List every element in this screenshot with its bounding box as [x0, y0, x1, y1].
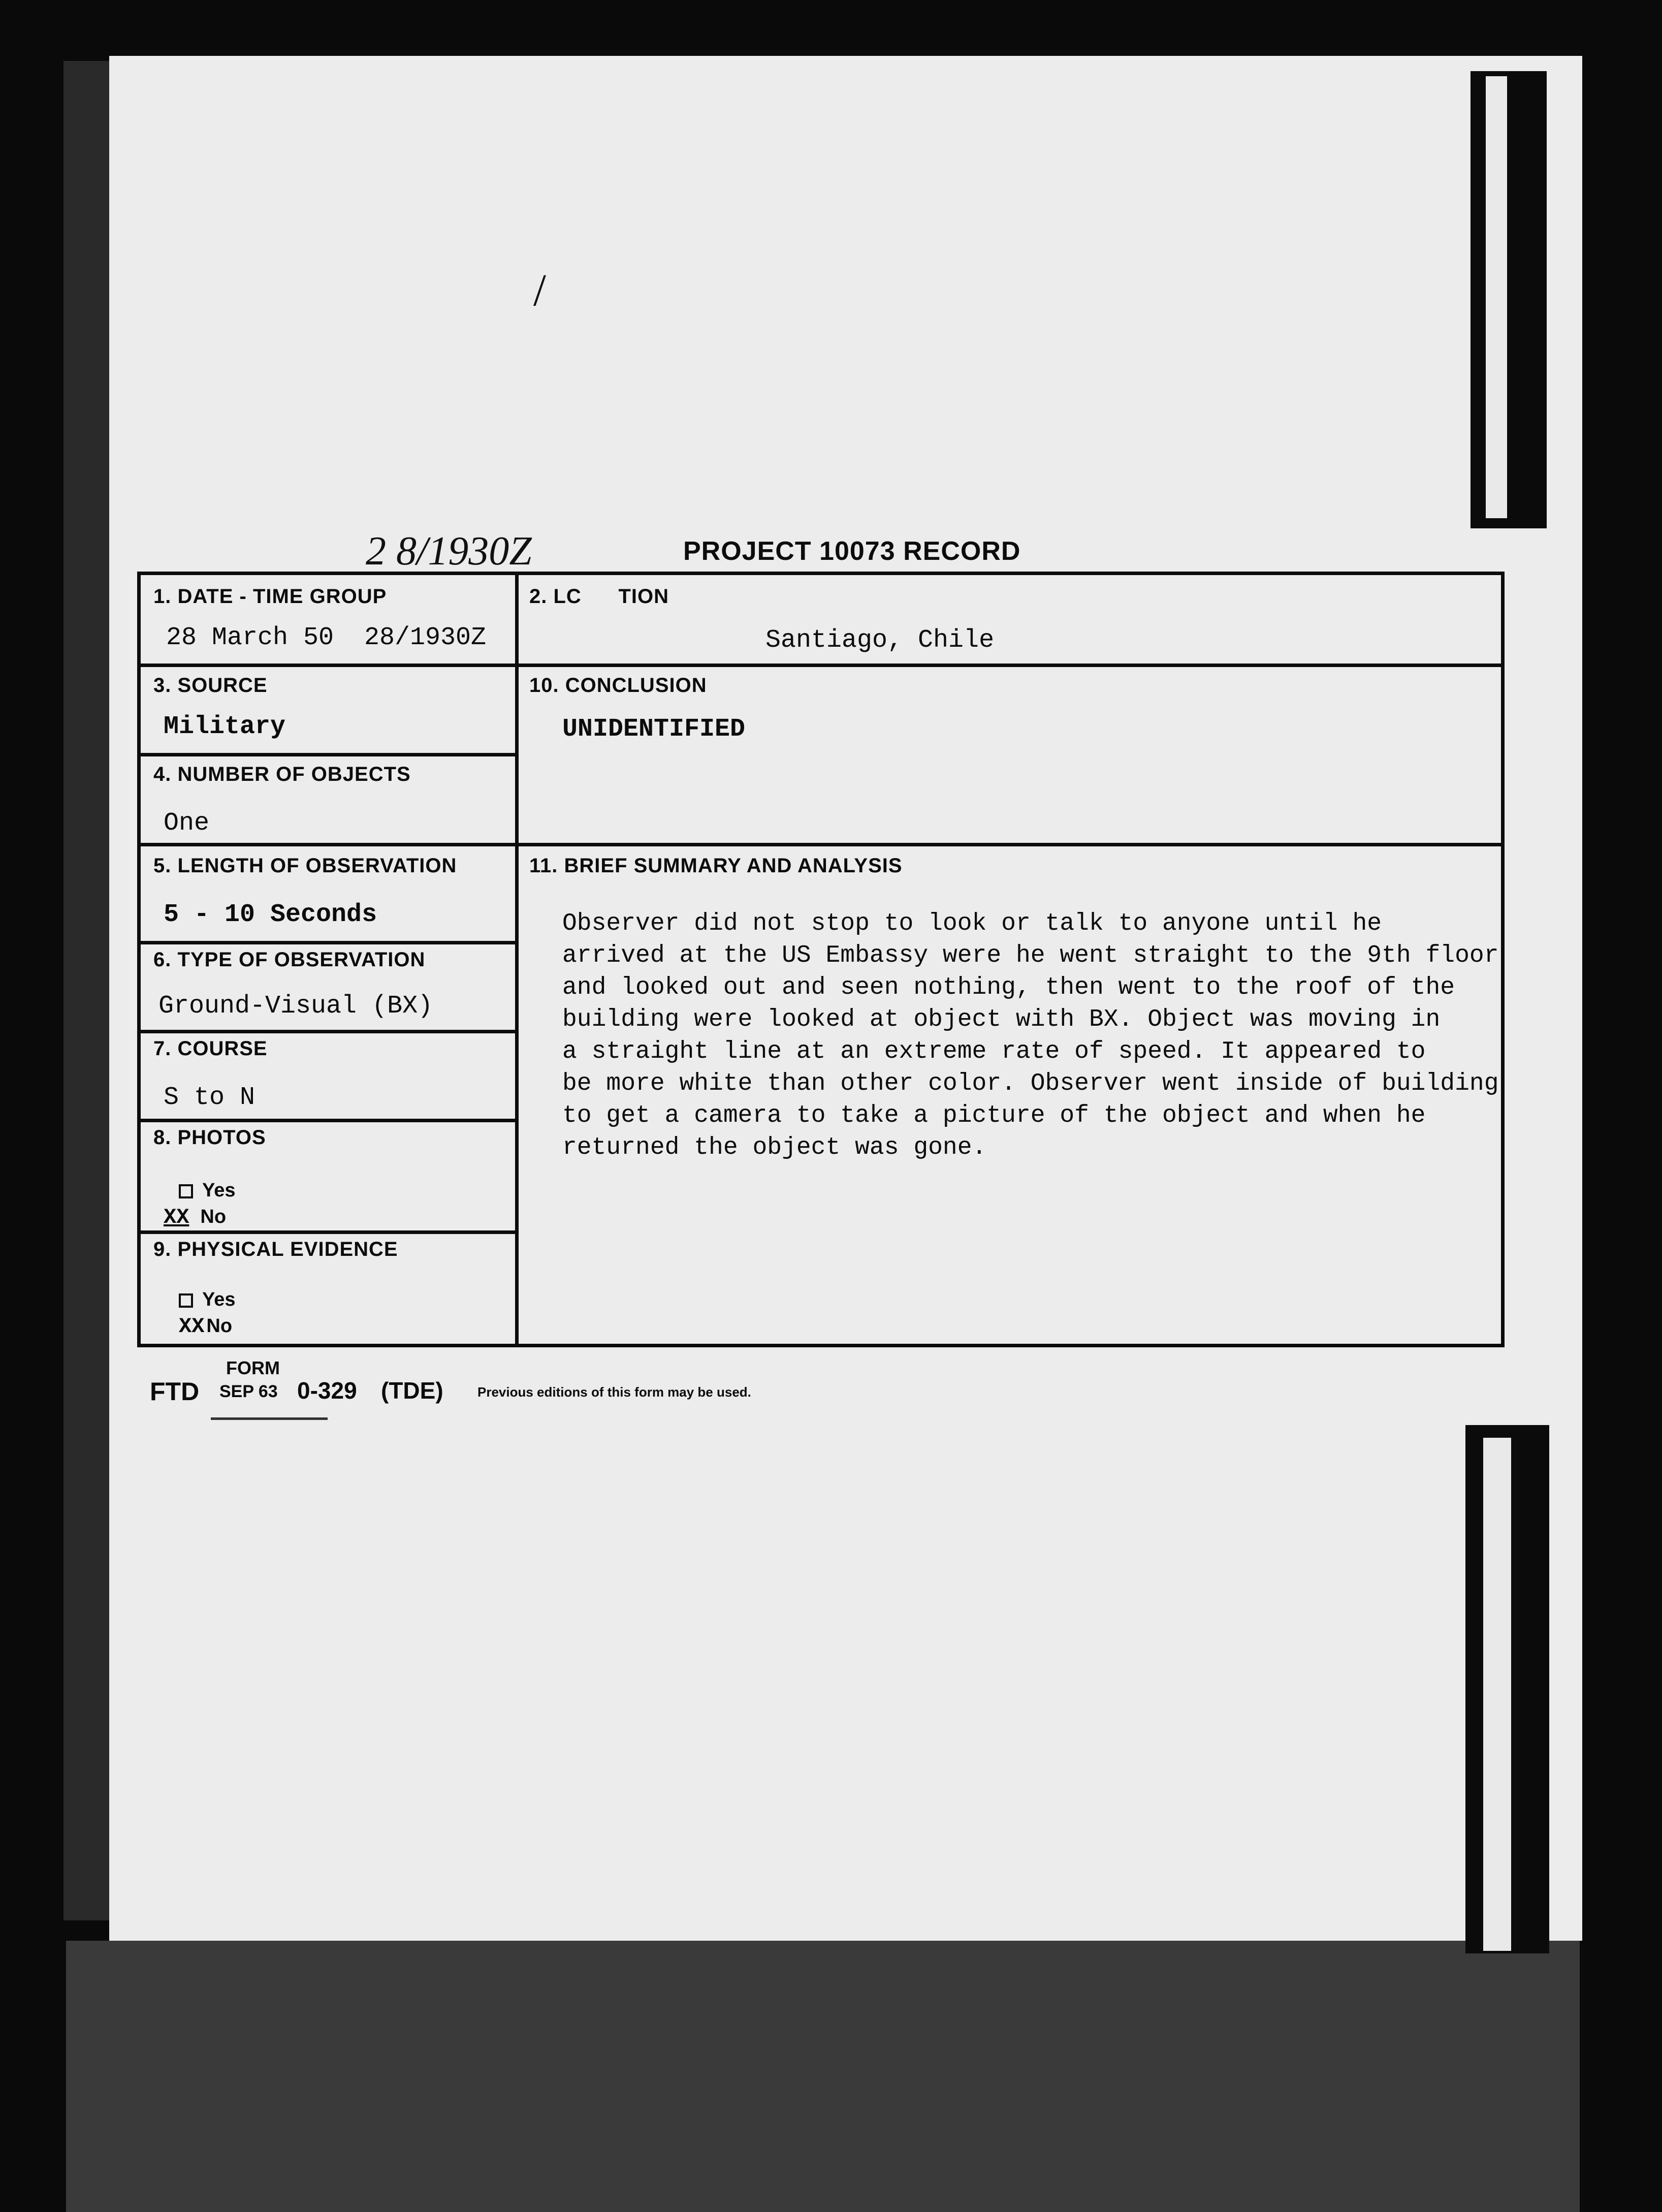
row-divider	[141, 1030, 519, 1033]
type-of-observation-label: 6. TYPE OF OBSERVATION	[153, 949, 426, 971]
photos-yes-label: Yes	[202, 1180, 236, 1201]
summary-line: to get a camera to take a picture of the object and when he	[562, 1102, 1426, 1129]
summary-line: returned the object was gone.	[562, 1134, 987, 1161]
summary-line: and looked out and seen nothing, then went to the roof of the	[562, 974, 1455, 1001]
course-label: 7. COURSE	[153, 1037, 268, 1060]
physical-evidence-label: 9. PHYSICAL EVIDENCE	[153, 1238, 398, 1260]
summary-line: be more white than other color. Observer went inside of building	[562, 1070, 1499, 1097]
binder-mark-top	[1471, 71, 1547, 528]
row-divider	[141, 663, 1501, 667]
evidence-yes-option	[179, 1289, 236, 1311]
binder-mark-top-gap	[1486, 76, 1507, 518]
footer-date-code: SEP 63	[219, 1382, 278, 1401]
footer-form-word: FORM	[226, 1357, 280, 1378]
scan-margin	[66, 1941, 1580, 2212]
location-value: Santiago, Chile	[765, 626, 995, 655]
photos-no-mark: XX	[164, 1205, 189, 1229]
evidence-yes-checkbox	[179, 1293, 193, 1308]
row-divider	[141, 843, 1501, 846]
form-title: PROJECT 10073 RECORD	[683, 536, 1021, 566]
location-label: 2. LC TION	[529, 585, 669, 608]
photos-no-label: No	[200, 1206, 227, 1227]
summary-line: building were looked at object with BX. Object was moving in	[562, 1006, 1441, 1033]
stray-mark: /	[533, 265, 547, 315]
time-value: 28/1930Z	[364, 623, 487, 652]
photos-no-option	[164, 1205, 226, 1229]
length-of-observation-label: 5. LENGTH OF OBSERVATION	[153, 855, 457, 877]
photos-yes-option	[179, 1180, 236, 1202]
row-divider	[141, 1230, 519, 1234]
footer-ftd: FTD	[150, 1377, 200, 1406]
row-divider	[141, 1119, 519, 1122]
source-label: 3. SOURCE	[153, 674, 268, 697]
row-divider	[141, 941, 519, 944]
type-of-observation-value: Ground-Visual (BX)	[158, 992, 433, 1021]
column-divider	[515, 575, 519, 1344]
summary-line: a straight line at an extreme rate of speed. It appeared to	[562, 1038, 1426, 1065]
binder-mark-bottom-gap	[1483, 1438, 1511, 1951]
number-of-objects-value: One	[164, 809, 210, 838]
evidence-yes-label: Yes	[202, 1289, 236, 1310]
record-form	[137, 572, 1505, 1347]
date-time-label: 1. DATE - TIME GROUP	[153, 585, 387, 608]
date-value: 28 March 50	[166, 623, 334, 652]
footer-underline	[211, 1417, 328, 1420]
handwritten-note: 2 8/1930Z	[366, 529, 532, 574]
photos-yes-checkbox	[179, 1184, 193, 1198]
course-value: S to N	[164, 1083, 255, 1112]
photos-label: 8. PHOTOS	[153, 1126, 266, 1149]
row-divider	[141, 753, 519, 756]
conclusion-value: UNIDENTIFIED	[562, 715, 746, 744]
evidence-no-mark: XX	[179, 1314, 205, 1339]
summary-label: 11. BRIEF SUMMARY AND ANALYSIS	[529, 855, 903, 877]
footer-form-suffix: (TDE)	[381, 1377, 443, 1404]
footer-form-number: 0-329	[297, 1377, 357, 1404]
conclusion-label: 10. CONCLUSION	[529, 674, 707, 697]
summary-line: Observer did not stop to look or talk to anyone until he	[562, 910, 1382, 937]
footer-notice: Previous editions of this form may be used.	[477, 1384, 751, 1400]
evidence-no-label: No	[206, 1315, 233, 1337]
summary-line: arrived at the US Embassy were he went straight to the 9th floor	[562, 942, 1499, 969]
summary-text	[562, 908, 1517, 1164]
length-of-observation-value: 5 - 10 Seconds	[164, 900, 377, 929]
source-value: Military	[164, 712, 286, 741]
evidence-no-option	[179, 1314, 232, 1339]
number-of-objects-label: 4. NUMBER OF OBJECTS	[153, 763, 411, 785]
